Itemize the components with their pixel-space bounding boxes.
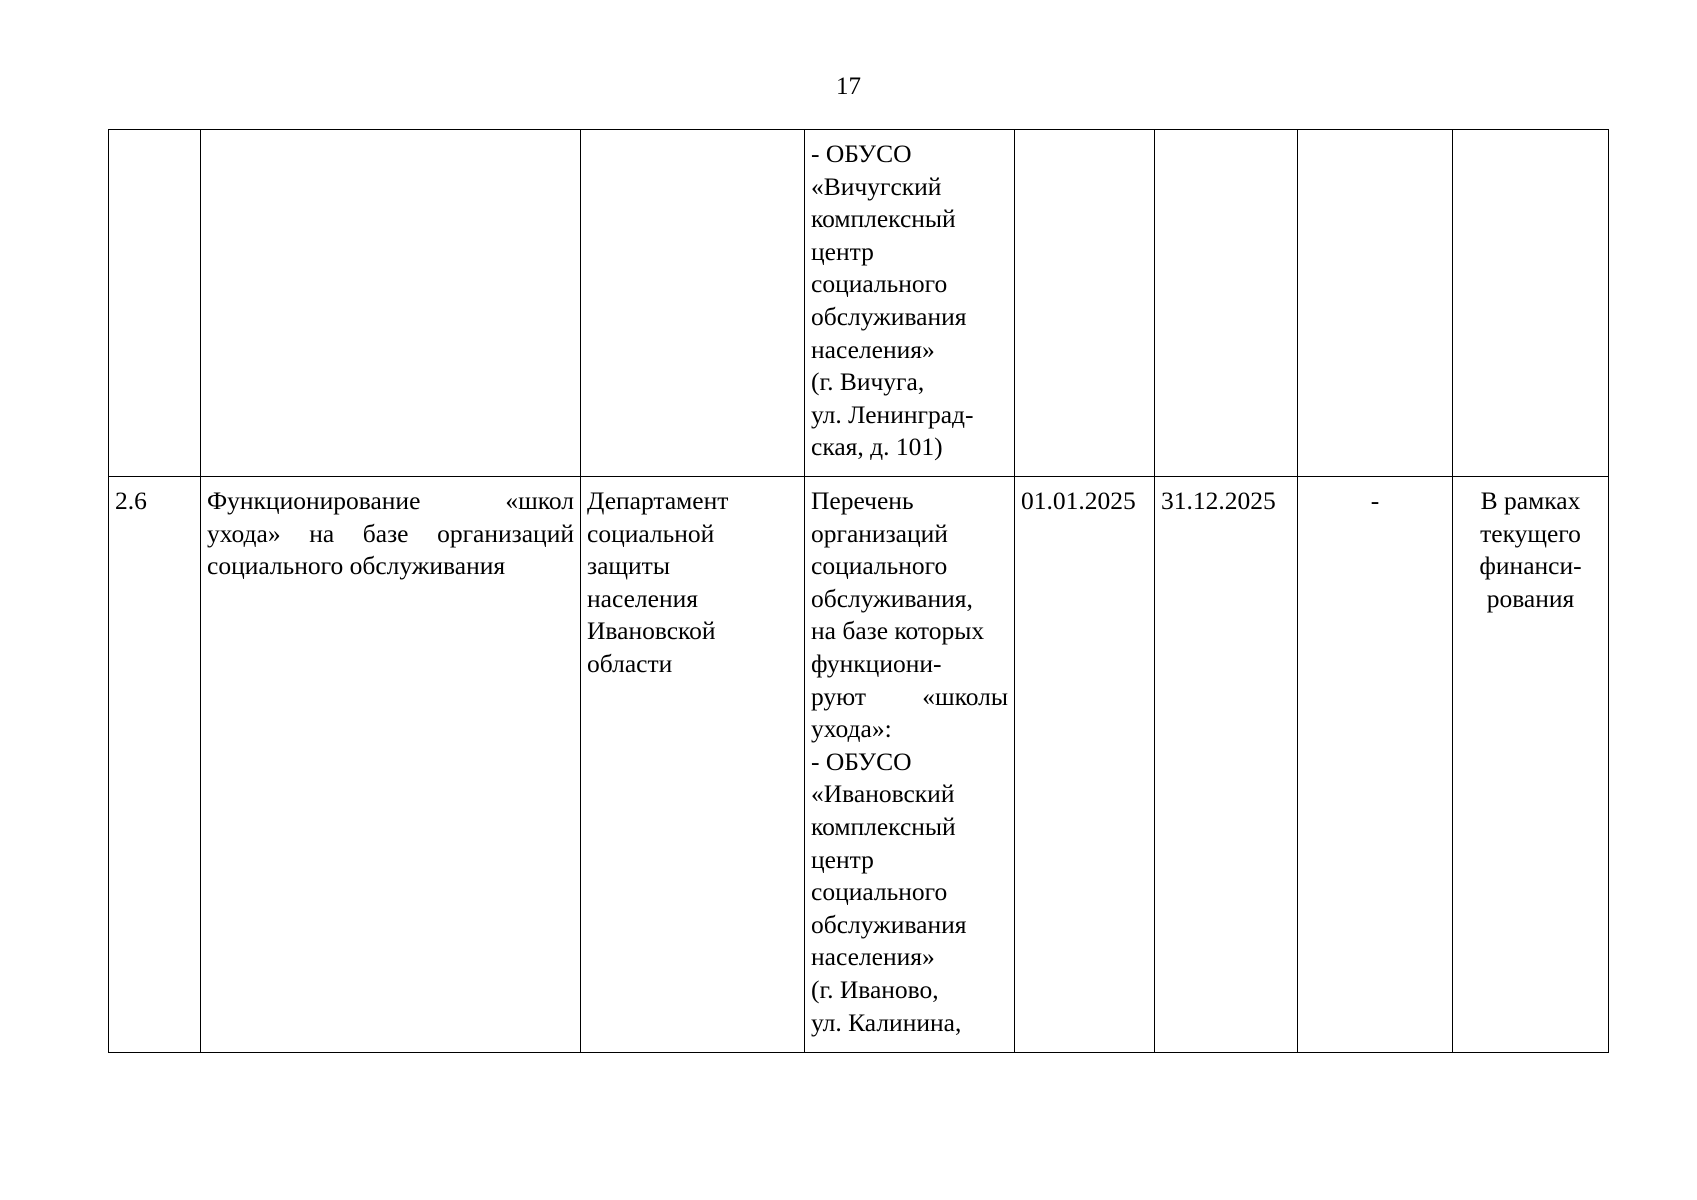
- cell-result: [805, 130, 1015, 477]
- text-line: Функционирование «школ: [207, 486, 574, 515]
- text-line: на базе которых: [811, 616, 985, 646]
- cell-executor: [581, 130, 805, 477]
- table-row: [109, 477, 1609, 1053]
- cell-start-date: [1015, 130, 1155, 477]
- text-line: социального: [811, 551, 948, 581]
- page-number: 17: [836, 73, 861, 100]
- cell-number: 2.6: [109, 477, 201, 1053]
- text-line: обслуживания: [811, 301, 967, 331]
- text-line: социального: [811, 877, 948, 907]
- text-line: защиты: [587, 551, 670, 581]
- text-line: - ОБУСО: [811, 139, 912, 168]
- text-line: комплексный: [811, 204, 956, 234]
- cell-source: [1453, 477, 1609, 1053]
- cell-funding: [1298, 130, 1453, 477]
- text-line: центр: [811, 236, 874, 266]
- text-line: финанси-: [1479, 551, 1582, 581]
- cell-activity: [201, 130, 581, 477]
- table-row: [109, 130, 1609, 477]
- text-line: руют «школы: [811, 681, 1008, 711]
- text-line: текущего: [1480, 518, 1581, 548]
- plan-table: [108, 129, 1609, 1053]
- text-line: населения»: [811, 942, 935, 972]
- text-line: ул. Калинина,: [811, 1007, 962, 1037]
- text-line: социального обслуживания: [207, 551, 506, 581]
- text-line: (г. Иваново,: [811, 974, 939, 1004]
- text-line: населения: [587, 583, 698, 613]
- text-line: Перечень: [811, 486, 914, 515]
- cell-executor: [581, 477, 805, 1053]
- text-line: ухода» на базе организаций: [207, 518, 574, 548]
- text-line: центр: [811, 844, 874, 874]
- text-line: рования: [1486, 583, 1575, 613]
- text-line: - ОБУСО: [811, 746, 912, 776]
- cell-end-date: [1155, 130, 1298, 477]
- cell-source: [1453, 130, 1609, 477]
- cell-number: [109, 130, 201, 477]
- text-line: Департамент: [587, 486, 729, 515]
- text-line: «Вичугский: [811, 171, 942, 201]
- text-line: социального: [811, 269, 948, 299]
- cell-funding: -: [1298, 477, 1453, 1053]
- cell-end-date: 31.12.2025: [1155, 477, 1298, 1053]
- text-line: В рамках: [1480, 486, 1581, 515]
- text-line: «Ивановский: [811, 779, 955, 809]
- text-line: области: [587, 648, 673, 678]
- text-line: ская, д. 101): [811, 432, 943, 462]
- text-line: обслуживания: [811, 909, 967, 939]
- text-line: (г. Вичуга,: [811, 367, 925, 397]
- text-line: организаций: [811, 518, 948, 548]
- text-line: населения»: [811, 334, 935, 364]
- text-line: обслуживания,: [811, 583, 973, 613]
- text-line: функциони-: [811, 648, 942, 678]
- text-line: социальной: [587, 518, 715, 548]
- text-line: ухода»:: [811, 714, 892, 744]
- text-line: ул. Ленинград-: [811, 399, 974, 429]
- cell-start-date: 01.01.2025: [1015, 477, 1155, 1053]
- text-line: комплексный: [811, 811, 956, 841]
- cell-result: [805, 477, 1015, 1053]
- text-line: Ивановской: [587, 616, 716, 646]
- cell-activity: [201, 477, 581, 1053]
